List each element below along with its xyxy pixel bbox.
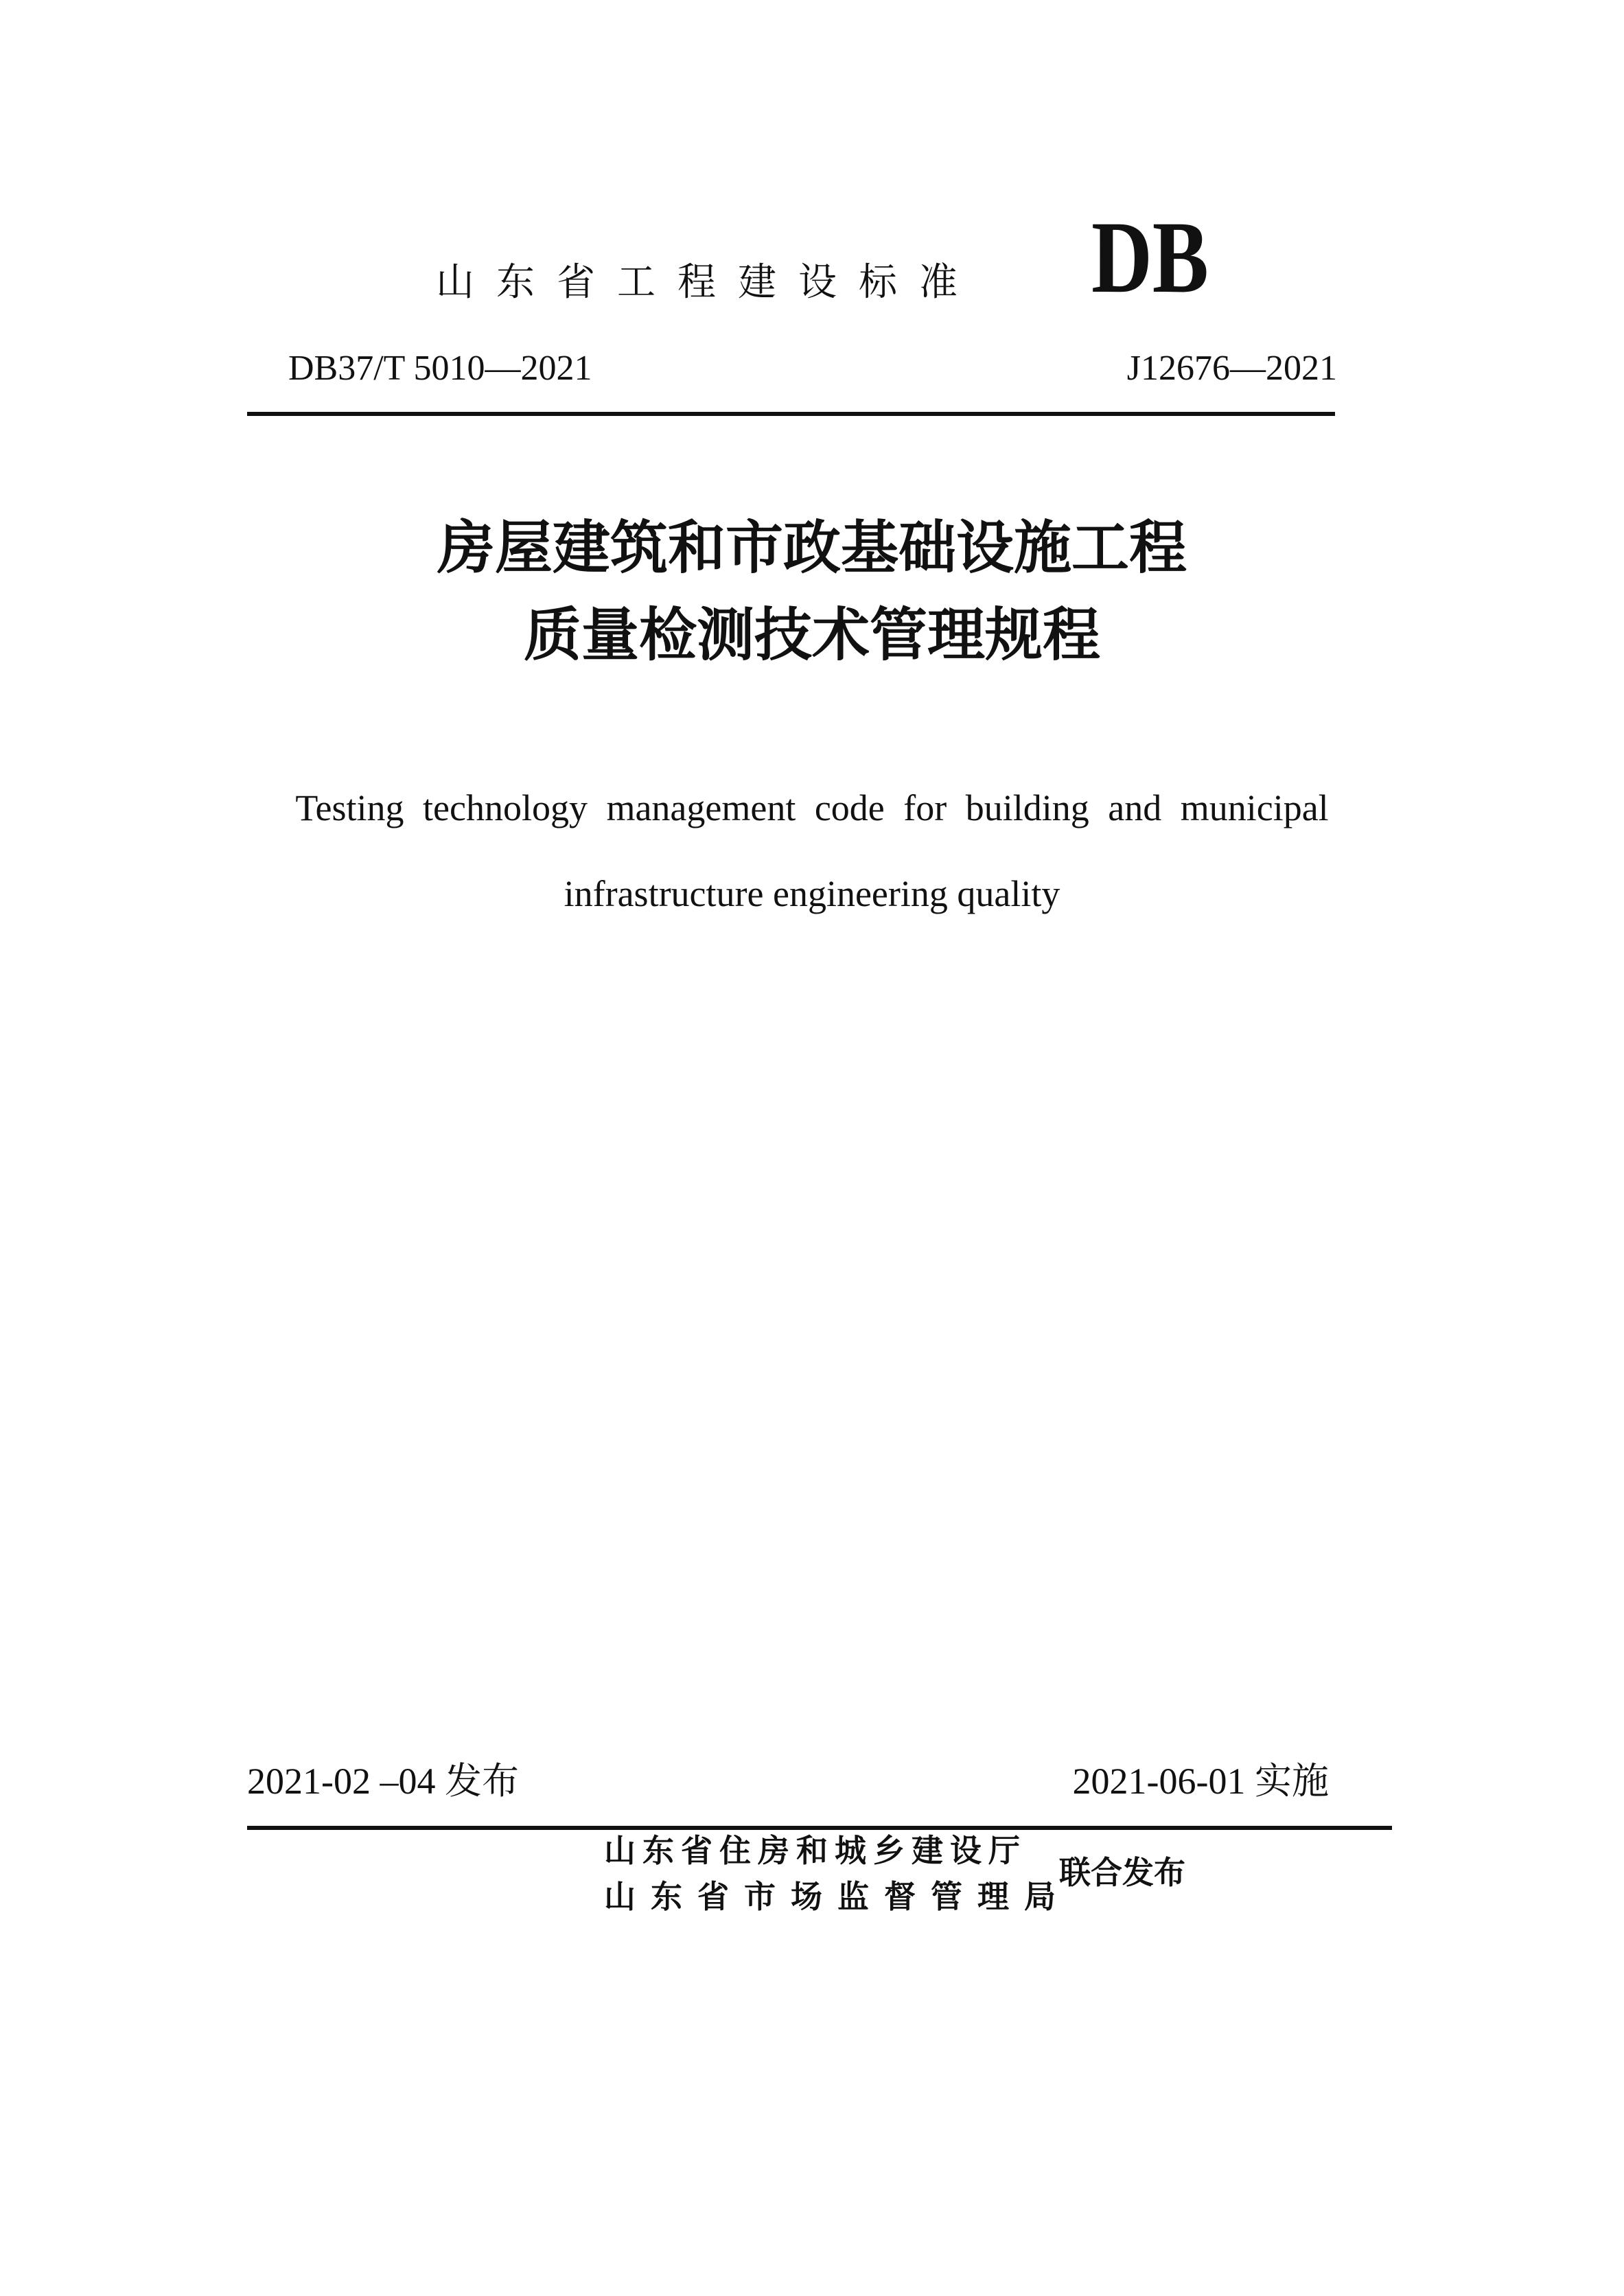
record-number: J12676—2021 [1126, 349, 1337, 388]
issuer-housing-department: 山东省住房和城乡建设厅 [604, 1832, 1027, 1869]
header-divider [247, 412, 1335, 416]
title-zh-line1: 房屋建筑和市政基础设施工程 [437, 514, 1187, 581]
joint-release-label: 联合发布 [1059, 1854, 1185, 1891]
title-en-line2: infrastructure engineering quality [564, 873, 1060, 914]
standard-type-label: 山东省工程建设标准 [436, 260, 979, 305]
publish-date: 2021-02 –04 发布 [247, 1761, 519, 1802]
title-en-line1: Testing technology management code for building and municipal [295, 787, 1329, 828]
db-mark: DB [1091, 200, 1209, 314]
effective-date: 2021-06-01 实施 [1072, 1761, 1329, 1802]
issuer-market-regulation-bureau: 山东省市场监督管理局 [604, 1878, 1071, 1915]
title-zh-line2: 质量检测技术管理规程 [523, 601, 1100, 669]
standard-number: DB37/T 5010—2021 [288, 349, 592, 388]
